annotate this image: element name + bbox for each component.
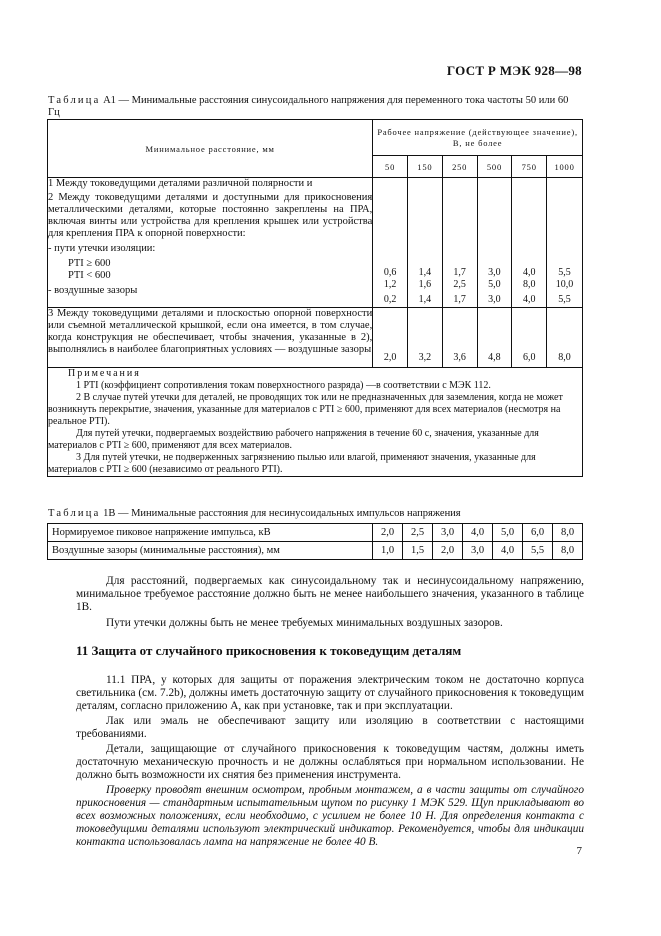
value-cell: 1,2 bbox=[383, 279, 397, 290]
col-header-voltage: Рабочее напряжение (действующее значение), В, не более bbox=[373, 120, 583, 156]
caption-label: Таблица bbox=[48, 95, 101, 106]
row-label-air-gap: Воздушные зазоры (минимальные расстояния), мм bbox=[48, 542, 373, 560]
row3-text: 3 Между токоведущими деталями и плоскостью опорной поверхности или съемной металлической крышкой, если она имеется, в том случае, когда конструкция не обеспечивает, чтобы значения, указанные в 2), выполнялись в наиболее благоприятных условиях — воздушные зазоры bbox=[48, 308, 373, 368]
voltage-750: 750 bbox=[512, 156, 547, 178]
value-cell: 4,0 bbox=[463, 524, 493, 542]
value-cell: 2,5 bbox=[403, 524, 433, 542]
value-cell: 8,0 bbox=[553, 542, 583, 560]
table-a1-caption bbox=[48, 95, 578, 119]
col-50 bbox=[373, 178, 408, 308]
value-cell: 1,6 bbox=[418, 279, 432, 290]
value-cell: 5,5 bbox=[558, 294, 571, 305]
row1-text: 1 Между токоведущими деталями различной полярности и bbox=[48, 178, 313, 189]
col-header-distance: Минимальное расстояние, мм bbox=[48, 120, 373, 178]
value-cell: 4,0 bbox=[522, 267, 536, 278]
value-cell: 6,0 bbox=[523, 524, 553, 542]
row2-text: 2 Между токоведущими деталями и доступными для прикосновения металлическими деталями, которые постоянно закреплены на ПРА, включая винты или устройства для крепления крышек или устройства для крепления ПРА к опорной поверхности: bbox=[48, 192, 373, 239]
row-group-1-2 bbox=[48, 178, 373, 308]
value-cell: 5,0 bbox=[488, 279, 501, 290]
row-label-voltage: Нормируемое пиковое напряжение импульса, кВ bbox=[48, 524, 373, 542]
paragraph-block-1 bbox=[76, 575, 584, 630]
value-cell: 3,2 bbox=[418, 352, 432, 363]
voltage-150: 150 bbox=[407, 156, 442, 178]
value-cell: 1,7 bbox=[453, 267, 466, 278]
value-cell: 3,6 bbox=[453, 352, 466, 363]
value-cell: 6,0 bbox=[522, 352, 536, 363]
value-cell: 1,4 bbox=[418, 294, 432, 305]
value-cell: 5,5 bbox=[523, 542, 553, 560]
value-cell: 8,0 bbox=[553, 524, 583, 542]
value-cell: 1,4 bbox=[418, 267, 432, 278]
row3-value bbox=[373, 308, 408, 368]
air-gap-label: - воздушные зазоры bbox=[48, 285, 138, 296]
voltage-1000: 1000 bbox=[547, 156, 583, 178]
value-cell: 3,0 bbox=[488, 294, 501, 305]
value-cell: 3,0 bbox=[463, 542, 493, 560]
value-cell: 0,2 bbox=[383, 294, 397, 305]
col-500 bbox=[477, 178, 512, 308]
note-2b: Для путей утечки, подвергаемых воздействию рабочего напряжения в течение 60 с, значения, указанные для материалов с PTI ≥ 600, применяют для всех материалов. bbox=[48, 428, 539, 451]
value-cell: 0,6 bbox=[383, 267, 397, 278]
notes-title: Примечания bbox=[68, 368, 141, 379]
note-3: 3 Для путей утечки, не подверженных загрязнению пылью или влагой, применяют значения, указанные для материалов с PTI ≥ 600 (независимо от реального PTI). bbox=[48, 452, 536, 475]
pti-low-label: PTI < 600 bbox=[68, 270, 111, 281]
value-cell: 1,5 bbox=[403, 542, 433, 560]
page-header: ГОСТ Р МЭК 928—98 bbox=[446, 63, 582, 78]
note-2: 2 В случае путей утечки для деталей, не проводящих ток или не предназначенных для заземления, когда не может возникнуть перекрытие, значения, указанные для материалов с PTI ≥ 600, применяют для всех материалов (несмотря на реальное PTI). bbox=[48, 392, 563, 427]
paragraph-block-2 bbox=[76, 674, 584, 849]
pti-high-label: PTI ≥ 600 bbox=[68, 258, 111, 269]
col-150 bbox=[407, 178, 442, 308]
value-cell: 2,0 bbox=[383, 352, 397, 363]
caption-label: Таблица bbox=[48, 508, 101, 519]
value-cell: 4,0 bbox=[522, 294, 536, 305]
paragraph: Проверку проводят внешним осмотром, пробным монтажем, а в части защиты от случайного прикосновения — стандартным испытательным щупом по рисунку 1 МЭК 529. Щуп прикладывают во всех возможных положениях, если необходимо, с усилием не более 10 Н. Для определения контакта с токоведущими деталями используют электрический индикатор. Рекомендуется, чтобы для индикации контакта использовалась лампа на напряжение не более 40 В. bbox=[76, 784, 584, 848]
value-cell: 2,0 bbox=[433, 542, 463, 560]
value-cell: 4,0 bbox=[493, 542, 523, 560]
col-750 bbox=[512, 178, 547, 308]
table-1b bbox=[47, 523, 583, 560]
table-1b-caption bbox=[48, 508, 461, 520]
col-1000 bbox=[547, 178, 583, 308]
note-1: 1 PTI (коэффициент сопротивления токам поверхностного разряда) —в соответствии с МЭК 112. bbox=[76, 380, 491, 391]
paragraph: Для расстояний, подвергаемых как синусоидальному так и несинусоидальному напряжению, минимальное требуемое расстояние должно быть не менее наибольшего значения, указанного в таблице 1В. bbox=[76, 575, 584, 613]
voltage-500: 500 bbox=[477, 156, 512, 178]
paragraph: 11.1 ПРА, у которых для защиты от поражения электрическим током не достаточно корпуса светильника (см. 7.2b), должны иметь достаточную защиту от случайного прикосновения к токоведущим деталям, согласно приложению А, как при установке, так и при эксплуатации. bbox=[76, 674, 584, 712]
value-cell: 5,0 bbox=[493, 524, 523, 542]
caption-text: A1 — Минимальные расстояния синусоидального напряжения для переменного тока частоты 50 или 60 Гц bbox=[48, 95, 569, 118]
col-250 bbox=[442, 178, 477, 308]
paragraph: Лак или эмаль не обеспечивают защиту или изоляцию в соответствии с настоящими требованиями. bbox=[76, 715, 584, 740]
value-cell: 1,0 bbox=[373, 542, 403, 560]
value-cell: 10,0 bbox=[555, 279, 574, 290]
row3-value bbox=[547, 308, 583, 368]
row3-value bbox=[407, 308, 442, 368]
value-cell: 8,0 bbox=[522, 279, 536, 290]
caption-text: 1В — Минимальные расстояния для несинусоидальных импульсов напряжения bbox=[100, 508, 461, 519]
value-cell: 4,8 bbox=[488, 352, 501, 363]
row3-value bbox=[442, 308, 477, 368]
value-cell: 2,0 bbox=[373, 524, 403, 542]
voltage-50: 50 bbox=[373, 156, 408, 178]
value-cell: 5,5 bbox=[558, 267, 571, 278]
creepage-label: - пути утечки изоляции: bbox=[48, 243, 156, 254]
section-title: 11 Защита от случайного прикосновения к токоведущим деталям bbox=[76, 643, 462, 658]
table-notes bbox=[48, 368, 583, 477]
table-a1 bbox=[47, 119, 583, 477]
value-cell: 3,0 bbox=[488, 267, 501, 278]
voltage-250: 250 bbox=[442, 156, 477, 178]
page-number: 7 bbox=[576, 845, 582, 857]
row3-value bbox=[512, 308, 547, 368]
row3-value bbox=[477, 308, 512, 368]
paragraph: Пути утечки должны быть не менее требуемых минимальных воздушных зазоров. bbox=[106, 617, 503, 629]
value-cell: 3,0 bbox=[433, 524, 463, 542]
value-cell: 2,5 bbox=[453, 279, 466, 290]
value-cell: 1,7 bbox=[453, 294, 466, 305]
paragraph: Детали, защищающие от случайного прикосновения к токоведущим частям, должны иметь достаточную механическую прочность и не должны ослабляться при нормальном использовании. Не должно быть возможности их снятия без применения инструмента. bbox=[76, 743, 584, 781]
value-cell: 8,0 bbox=[558, 352, 571, 363]
